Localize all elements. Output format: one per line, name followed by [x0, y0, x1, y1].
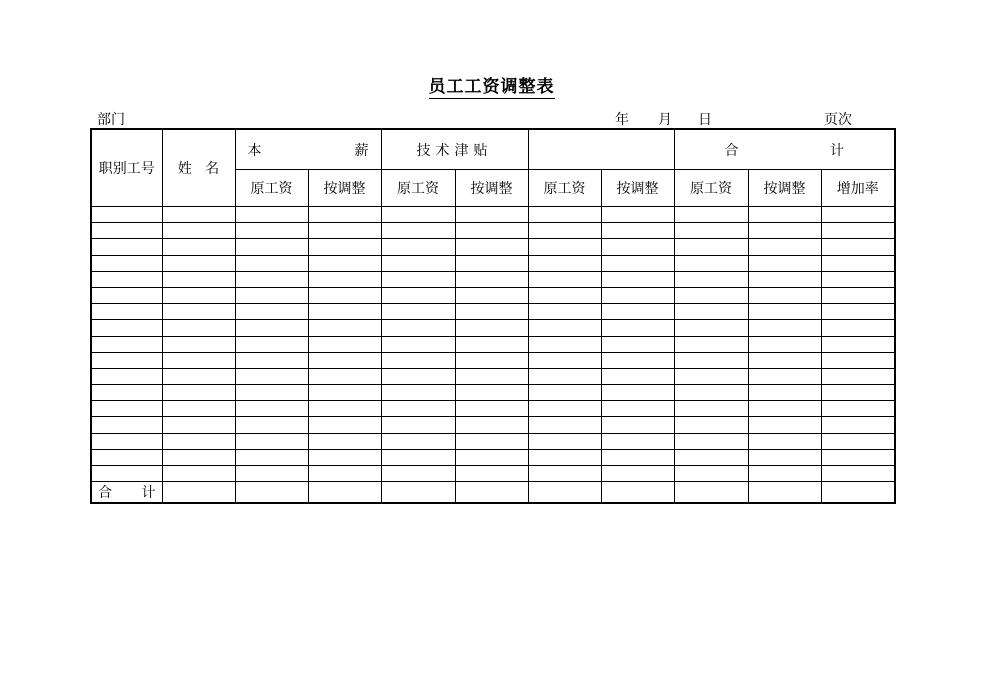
table-cell[interactable] [748, 336, 821, 352]
table-cell[interactable] [528, 466, 601, 482]
table-cell[interactable] [455, 385, 528, 401]
table-cell[interactable] [821, 207, 895, 223]
day-label: 日 [698, 112, 712, 128]
table-cell[interactable] [455, 223, 528, 239]
table-cell[interactable] [308, 385, 381, 401]
total-label-part-1: 合 [98, 485, 112, 502]
table-cell[interactable] [601, 385, 674, 401]
table-cell[interactable] [528, 320, 601, 336]
table-cell[interactable] [821, 287, 895, 303]
header-total-part-2: 计 [830, 142, 845, 159]
header-base-salary [235, 129, 381, 170]
table-cell[interactable] [601, 466, 674, 482]
table-cell[interactable] [91, 223, 162, 239]
table-cell[interactable] [528, 385, 601, 401]
total-row-label [91, 482, 162, 504]
total-cell[interactable] [748, 482, 821, 504]
table-cell[interactable] [162, 255, 235, 271]
table-cell[interactable] [821, 417, 895, 433]
table-cell[interactable] [748, 207, 821, 223]
header-name-part-2: 名 [205, 161, 220, 177]
table-cell[interactable] [91, 466, 162, 482]
table-cell[interactable] [674, 223, 748, 239]
table-cell[interactable] [674, 433, 748, 449]
table-cell[interactable] [601, 271, 674, 287]
header-row-1 [91, 129, 895, 170]
table-cell[interactable] [748, 287, 821, 303]
table-cell[interactable] [91, 336, 162, 352]
table-cell[interactable] [162, 401, 235, 417]
table-cell[interactable] [528, 287, 601, 303]
table-cell[interactable] [308, 287, 381, 303]
table-cell[interactable] [91, 433, 162, 449]
table-row [91, 223, 895, 239]
header-base-part-1: 本 [247, 142, 262, 159]
table-cell[interactable] [381, 207, 455, 223]
table-cell[interactable] [308, 417, 381, 433]
table-cell[interactable] [674, 466, 748, 482]
total-cell[interactable] [601, 482, 674, 504]
table-cell[interactable] [381, 255, 455, 271]
month-label: 月 [658, 112, 672, 128]
table-cell[interactable] [308, 466, 381, 482]
table-cell[interactable] [601, 449, 674, 465]
table-cell[interactable] [162, 417, 235, 433]
table-cell[interactable] [91, 320, 162, 336]
table-cell[interactable] [235, 239, 308, 255]
table-cell[interactable] [455, 255, 528, 271]
table-cell[interactable] [381, 466, 455, 482]
table-row [91, 336, 895, 352]
table-cell[interactable] [381, 368, 455, 384]
table-row [91, 287, 895, 303]
table-cell[interactable] [601, 336, 674, 352]
page-label: 页次 [824, 112, 852, 128]
table-cell[interactable] [91, 271, 162, 287]
table-cell[interactable] [528, 336, 601, 352]
table-cell[interactable] [455, 239, 528, 255]
table-cell[interactable] [381, 401, 455, 417]
table-cell[interactable] [91, 304, 162, 320]
table-cell[interactable] [235, 287, 308, 303]
table-cell[interactable] [748, 466, 821, 482]
table-cell[interactable] [674, 336, 748, 352]
table-cell[interactable] [308, 207, 381, 223]
table-cell[interactable] [91, 401, 162, 417]
table-cell[interactable] [674, 320, 748, 336]
total-cell[interactable] [308, 482, 381, 504]
table-cell[interactable] [455, 417, 528, 433]
table-cell[interactable] [308, 336, 381, 352]
table-cell[interactable] [235, 417, 308, 433]
table-cell[interactable] [455, 336, 528, 352]
table-row [91, 255, 895, 271]
table-cell[interactable] [308, 255, 381, 271]
table-cell[interactable] [601, 255, 674, 271]
table-cell[interactable] [821, 466, 895, 482]
table-cell[interactable] [162, 336, 235, 352]
table-cell[interactable] [455, 304, 528, 320]
table-cell[interactable] [748, 320, 821, 336]
table-row [91, 320, 895, 336]
table-cell[interactable] [528, 207, 601, 223]
table-cell[interactable] [91, 207, 162, 223]
table-cell[interactable] [235, 433, 308, 449]
total-cell[interactable] [162, 482, 235, 504]
table-cell[interactable] [821, 271, 895, 287]
table-cell[interactable] [235, 207, 308, 223]
table-cell[interactable] [162, 368, 235, 384]
table-cell[interactable] [235, 466, 308, 482]
table-cell[interactable] [821, 320, 895, 336]
table-cell[interactable] [821, 368, 895, 384]
table-cell[interactable] [674, 417, 748, 433]
table-row [91, 417, 895, 433]
table-cell[interactable] [528, 223, 601, 239]
header-name [162, 129, 235, 207]
table-cell[interactable] [674, 385, 748, 401]
subheader-cell: 按调整 [308, 170, 381, 207]
table-cell[interactable] [308, 352, 381, 368]
table-cell[interactable] [601, 304, 674, 320]
total-cell[interactable] [455, 482, 528, 504]
total-cell[interactable] [381, 482, 455, 504]
table-row [91, 352, 895, 368]
table-cell[interactable] [821, 255, 895, 271]
table-cell[interactable] [381, 336, 455, 352]
table-cell[interactable] [91, 255, 162, 271]
table-cell[interactable] [381, 449, 455, 465]
table-cell[interactable] [601, 223, 674, 239]
table-cell[interactable] [674, 449, 748, 465]
table-cell[interactable] [528, 304, 601, 320]
subheader-cell: 按调整 [748, 170, 821, 207]
table-cell[interactable] [308, 223, 381, 239]
table-cell[interactable] [748, 239, 821, 255]
header-tech-allowance: 技术津贴 [381, 129, 528, 170]
table-cell[interactable] [235, 271, 308, 287]
total-cell[interactable] [528, 482, 601, 504]
table-cell[interactable] [821, 223, 895, 239]
header-emp-id: 职别工号 [91, 129, 162, 207]
table-cell[interactable] [748, 385, 821, 401]
table-cell[interactable] [601, 320, 674, 336]
subheader-cell: 按调整 [455, 170, 528, 207]
table-cell[interactable] [455, 449, 528, 465]
table-cell[interactable] [528, 449, 601, 465]
table-cell[interactable] [601, 417, 674, 433]
table-row [91, 207, 895, 223]
table-cell[interactable] [455, 401, 528, 417]
table-cell[interactable] [235, 368, 308, 384]
table-cell[interactable] [91, 352, 162, 368]
table-cell[interactable] [748, 352, 821, 368]
table-cell[interactable] [381, 271, 455, 287]
table-cell[interactable] [528, 401, 601, 417]
table-cell[interactable] [821, 336, 895, 352]
table-cell[interactable] [455, 466, 528, 482]
table-cell[interactable] [455, 368, 528, 384]
table-cell[interactable] [674, 304, 748, 320]
table-cell[interactable] [748, 271, 821, 287]
table-cell[interactable] [308, 304, 381, 320]
table-cell[interactable] [821, 449, 895, 465]
dept-label: 部门 [97, 112, 125, 128]
subheader-cell: 原工资 [381, 170, 455, 207]
salary-adjustment-table [90, 128, 896, 504]
table-cell[interactable] [455, 287, 528, 303]
subheader-cell: 原工资 [674, 170, 748, 207]
table-cell[interactable] [235, 449, 308, 465]
table-cell[interactable] [235, 255, 308, 271]
table-cell[interactable] [455, 352, 528, 368]
table-cell[interactable] [748, 304, 821, 320]
subheader-cell: 原工资 [528, 170, 601, 207]
table-cell[interactable] [821, 239, 895, 255]
table-cell[interactable] [455, 271, 528, 287]
table-cell[interactable] [381, 287, 455, 303]
table-cell[interactable] [601, 401, 674, 417]
table-row [91, 271, 895, 287]
table-cell[interactable] [455, 433, 528, 449]
table-cell[interactable] [601, 287, 674, 303]
table-cell[interactable] [91, 385, 162, 401]
total-row [91, 482, 895, 504]
table-cell[interactable] [381, 239, 455, 255]
table-cell[interactable] [821, 385, 895, 401]
table-cell[interactable] [528, 417, 601, 433]
header-blank [528, 129, 674, 170]
table-cell[interactable] [455, 207, 528, 223]
table-cell[interactable] [162, 239, 235, 255]
table-cell[interactable] [91, 449, 162, 465]
table-cell[interactable] [381, 304, 455, 320]
table-cell[interactable] [601, 207, 674, 223]
table-row [91, 385, 895, 401]
table-cell[interactable] [235, 320, 308, 336]
table-cell[interactable] [528, 368, 601, 384]
table-cell[interactable] [162, 207, 235, 223]
table-cell[interactable] [601, 352, 674, 368]
table-cell[interactable] [674, 271, 748, 287]
table-cell[interactable] [748, 223, 821, 239]
table-cell[interactable] [308, 271, 381, 287]
table-cell[interactable] [528, 255, 601, 271]
total-cell[interactable] [821, 482, 895, 504]
header-total-part-1: 合 [724, 142, 739, 159]
table-cell[interactable] [674, 239, 748, 255]
table-cell[interactable] [674, 368, 748, 384]
table-cell[interactable] [235, 401, 308, 417]
table-cell[interactable] [674, 352, 748, 368]
table-row [91, 368, 895, 384]
table-row [91, 304, 895, 320]
table-cell[interactable] [821, 401, 895, 417]
table-cell[interactable] [308, 320, 381, 336]
subheader-cell: 增加率 [821, 170, 895, 207]
total-label-part-2: 计 [141, 485, 156, 502]
total-cell[interactable] [674, 482, 748, 504]
table-cell[interactable] [674, 287, 748, 303]
header-total [674, 129, 895, 170]
table-cell[interactable] [748, 255, 821, 271]
table-cell[interactable] [162, 449, 235, 465]
table-cell[interactable] [748, 449, 821, 465]
table-cell[interactable] [455, 320, 528, 336]
table-cell[interactable] [528, 433, 601, 449]
table-cell[interactable] [91, 368, 162, 384]
table-cell[interactable] [381, 223, 455, 239]
subheader-cell: 原工资 [235, 170, 308, 207]
table-cell[interactable] [601, 433, 674, 449]
table-cell[interactable] [308, 401, 381, 417]
table-cell[interactable] [381, 320, 455, 336]
table-cell[interactable] [748, 368, 821, 384]
form-title: 员工工资调整表 [428, 77, 555, 97]
table-cell[interactable] [162, 287, 235, 303]
table-cell[interactable] [381, 385, 455, 401]
table-cell[interactable] [821, 433, 895, 449]
table-row [91, 433, 895, 449]
table-cell[interactable] [674, 255, 748, 271]
table-row [91, 449, 895, 465]
table-cell[interactable] [162, 433, 235, 449]
table-cell[interactable] [91, 417, 162, 433]
table-cell[interactable] [235, 223, 308, 239]
table-row [91, 401, 895, 417]
table-cell[interactable] [162, 352, 235, 368]
table-cell[interactable] [748, 433, 821, 449]
table-cell[interactable] [235, 304, 308, 320]
table-cell[interactable] [235, 352, 308, 368]
table-cell[interactable] [162, 466, 235, 482]
table-cell[interactable] [308, 239, 381, 255]
header-base-part-2: 薪 [354, 142, 369, 159]
table-cell[interactable] [674, 207, 748, 223]
table-cell[interactable] [528, 352, 601, 368]
table-cell[interactable] [601, 368, 674, 384]
table-cell[interactable] [601, 239, 674, 255]
table-cell[interactable] [162, 271, 235, 287]
table-cell[interactable] [308, 368, 381, 384]
table-row [91, 466, 895, 482]
table-cell[interactable] [162, 304, 235, 320]
year-label: 年 [615, 112, 629, 128]
table-cell[interactable] [821, 304, 895, 320]
table-cell[interactable] [162, 223, 235, 239]
table-cell[interactable] [381, 352, 455, 368]
subheader-cell: 按调整 [601, 170, 674, 207]
table-cell[interactable] [748, 417, 821, 433]
table-cell[interactable] [235, 385, 308, 401]
header-name-part-1: 姓 [177, 161, 192, 177]
table-cell[interactable] [528, 271, 601, 287]
table-cell[interactable] [381, 433, 455, 449]
table-cell[interactable] [235, 336, 308, 352]
table-cell[interactable] [91, 239, 162, 255]
table-cell[interactable] [748, 401, 821, 417]
table-cell[interactable] [162, 385, 235, 401]
total-cell[interactable] [235, 482, 308, 504]
table-row [91, 239, 895, 255]
table-cell[interactable] [308, 433, 381, 449]
table-cell[interactable] [162, 320, 235, 336]
table-cell[interactable] [381, 417, 455, 433]
table-cell[interactable] [528, 239, 601, 255]
table-cell[interactable] [308, 449, 381, 465]
table-cell[interactable] [674, 401, 748, 417]
table-cell[interactable] [91, 287, 162, 303]
table-cell[interactable] [821, 352, 895, 368]
